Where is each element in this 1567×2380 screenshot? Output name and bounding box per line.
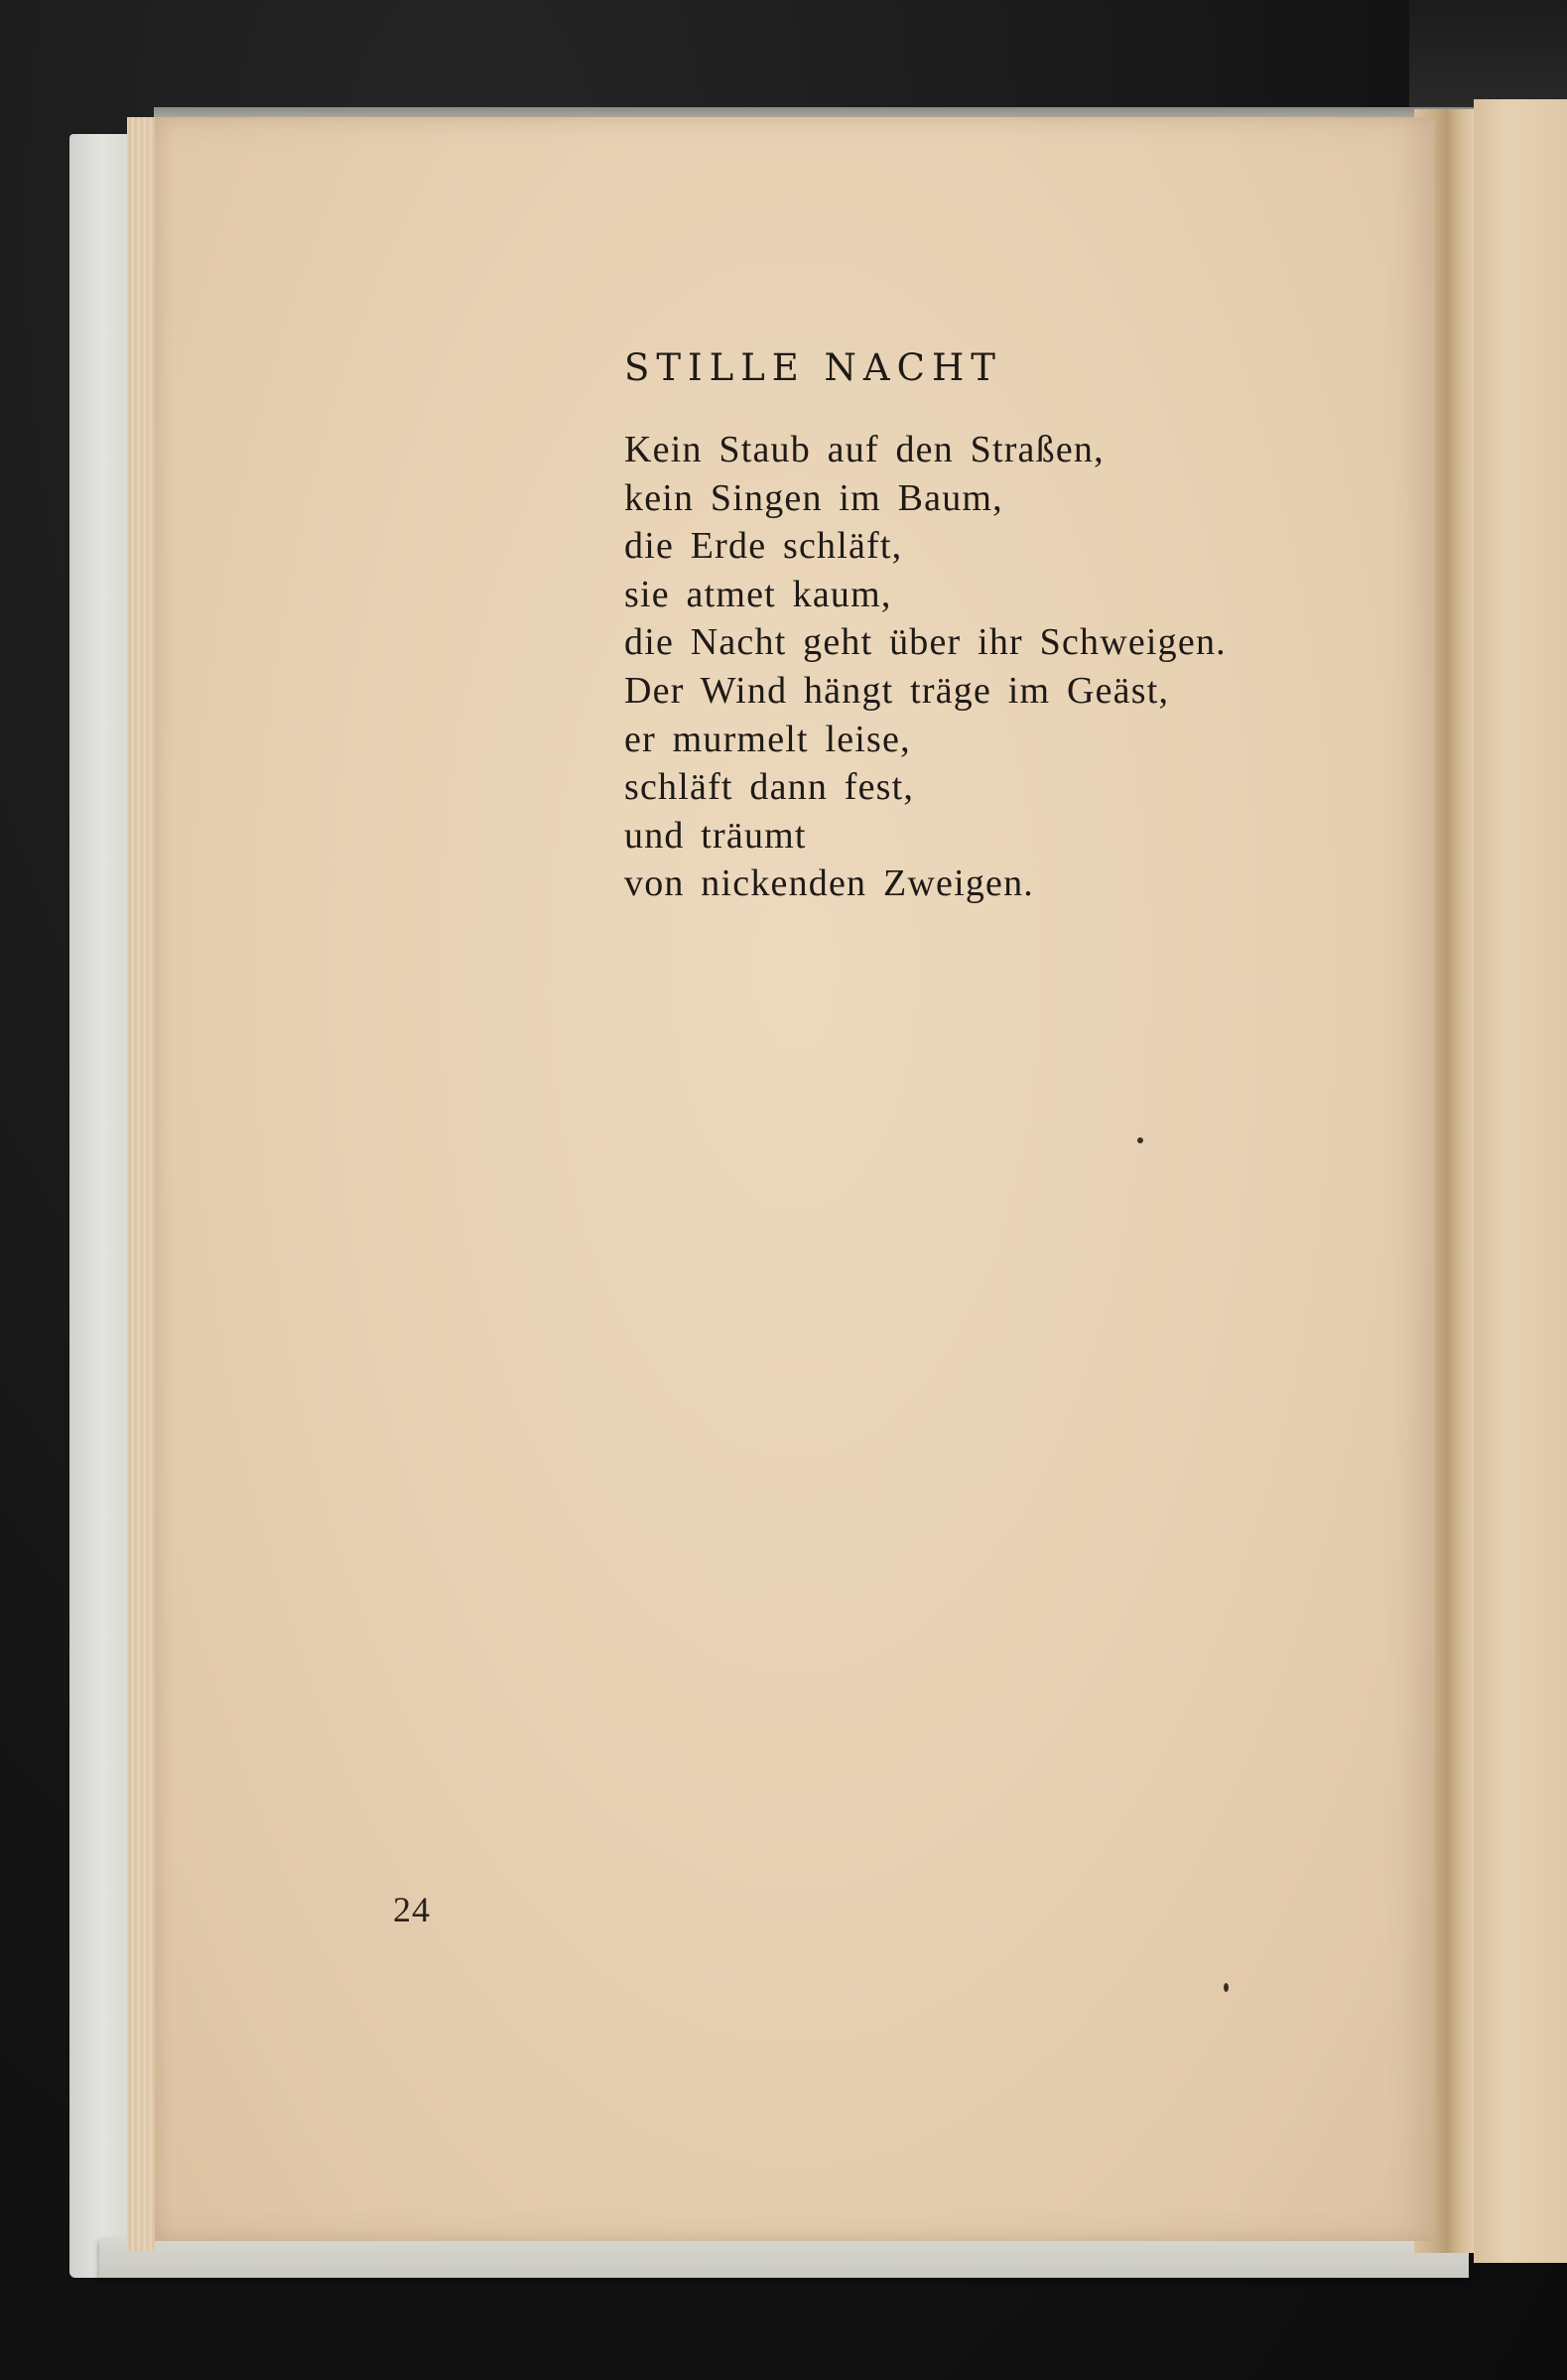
paper-speck <box>1137 1137 1143 1143</box>
poem-line: er murmelt leise, <box>624 718 911 760</box>
poem-title: STILLE NACHT <box>624 346 1002 389</box>
poem-line: sie atmet kaum, <box>624 573 892 615</box>
poem <box>624 346 1227 908</box>
poem-line: kein Singen im Baum, <box>624 476 1003 519</box>
facing-page <box>1474 99 1567 2263</box>
poem-line: Kein Staub auf den Straßen, <box>624 429 1105 470</box>
poem-line: die Nacht geht über ihr Schweigen. <box>624 621 1227 664</box>
paper-speck <box>1224 1983 1229 1992</box>
poem-line: von nickenden Zweigen. <box>624 862 1035 905</box>
poem-line: und träumt <box>624 814 807 857</box>
poem-line: Der Wind hängt träge im Geäst, <box>624 669 1170 712</box>
poem-line: schläft dann fest, <box>624 766 915 809</box>
book-cover-bottom-edge <box>99 2238 1469 2278</box>
poem-body <box>624 426 1227 908</box>
page-stack-edge <box>127 117 155 2251</box>
backdrop-corner <box>1409 0 1567 109</box>
poem-line: die Erde schläft, <box>624 525 903 568</box>
page-number: 24 <box>393 1890 431 1929</box>
